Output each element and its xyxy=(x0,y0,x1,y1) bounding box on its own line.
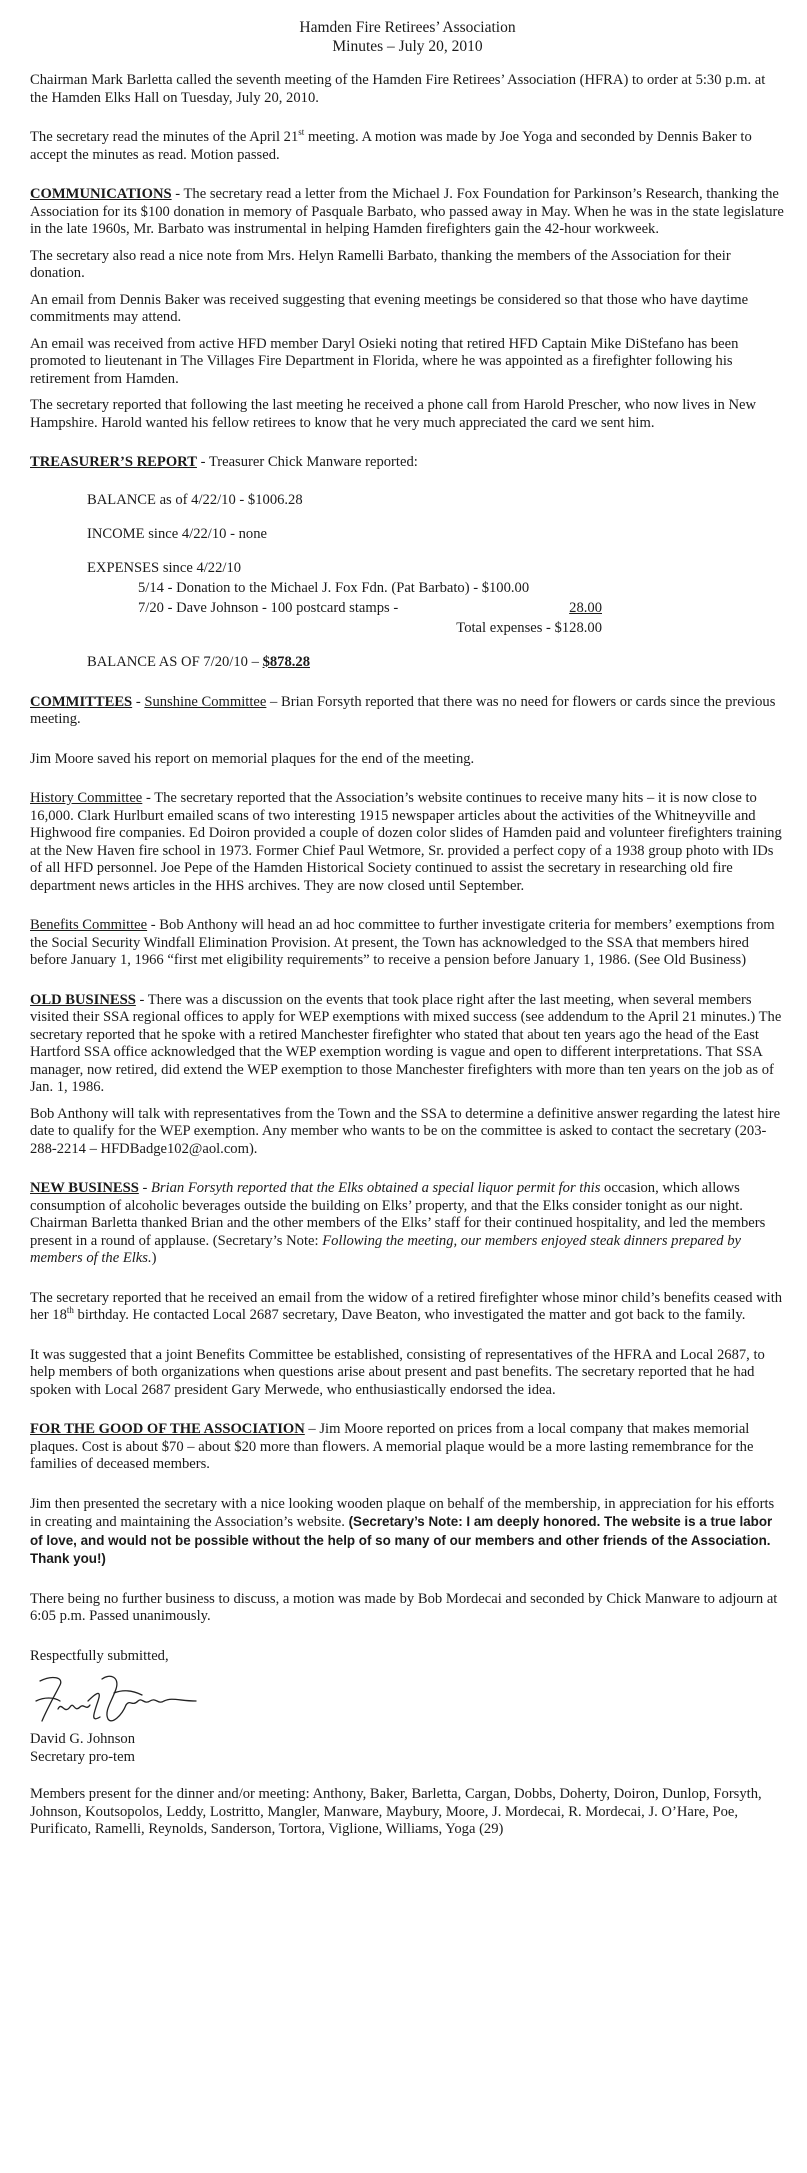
committees-heading: COMMITTEES xyxy=(30,693,133,710)
signer-block xyxy=(30,1731,785,1766)
balance-start: BALANCE as of 4/22/10 - $1006.28 xyxy=(87,491,303,508)
expense-item: 7/20 - Dave Johnson - 100 postcard stamps - 28.00 xyxy=(138,599,602,616)
sunshine-committee-label: Sunshine Committee xyxy=(144,693,267,710)
plaques-paragraph: Jim Moore saved his report on memorial plaques for the end of the meeting. xyxy=(30,750,475,767)
expenses-total: Total expenses - $128.00 xyxy=(456,619,602,636)
communications-paragraph-4: An email was received from active HFD member Daryl Osieki noting that retired HFD Captain Mike DiStefano has been promoted to lieutenant in The Villages Fire Department in Florida, where he was appointed as a firefighter following his retirement from Hamden. xyxy=(30,335,739,387)
communications-paragraph-5: The secretary reported that following the last meeting he received a phone call from Harold Prescher, who now lives in New Hampshire. Harold wanted his fellow retirees to know that he very much appreciated the card we sent him. xyxy=(30,397,757,431)
old-business-paragraph-2: Bob Anthony will talk with representatives from the Town and the SSA to determine a definitive answer regarding the latest hire date to qualify for the WEP exemption. Any member who wants to be on the committee is asked to contact the secretary (203-288-2214 – HFDBadge102@aol.com). xyxy=(30,1105,781,1157)
expense-amount: 28.00 xyxy=(569,599,602,616)
org-name: Hamden Fire Retirees’ Association xyxy=(299,19,516,36)
plaque-presentation-paragraph: Jim then presented the secretary with a nice looking wooden plaque on behalf of the membership, in appreciation for his efforts in creating and maintaining the Association’s website. (Secretary’s Note: I am deeply honored. The website is a true labor of love, and would not be possible without the help of so many of our members and other friends of the Association. Thank you!) xyxy=(30,1495,775,1566)
balance-end: BALANCE AS OF 7/20/10 – $878.28 xyxy=(87,653,310,670)
signature xyxy=(30,1671,785,1731)
new-business-paragraph-3: It was suggested that a joint Benefits Committee be established, consisting of representatives of the HFRA and Local 2687, to help members of both organizations when questions arise about present and past benefits. The secretary reported that he had spoken with Local 2687 president Gary Merwede, who enthusiastically endorsed the idea. xyxy=(30,1346,765,1398)
sign-off: Respectfully submitted, xyxy=(30,1647,169,1664)
expense-item: 5/14 - Donation to the Michael J. Fox Fdn. (Pat Barbato) - $100.00 xyxy=(138,579,530,596)
good-of-association-paragraph: FOR THE GOOD OF THE ASSOCIATION – Jim Moore reported on prices from a local company that makes memorial plaques. Cost is about $70 – about $20 more than flowers. A memorial plaque would be a more lasting remembrance for the families of deceased members. xyxy=(30,1421,754,1472)
income-line: INCOME since 4/22/10 - none xyxy=(87,525,267,542)
communications-paragraph: COMMUNICATIONS - The secretary read a letter from the Michael J. Fox Foundation for Parkinson’s Research, thanking the Association for its $100 donation in memory of Pasquale Barbato, who passed away in May. When he was in the state legislature in the late 1960s, Mr. Barbato was instrumental in helping Hamden firefighters gain the 42-hour workweek. xyxy=(30,186,784,237)
expenses-label: EXPENSES since 4/22/10 xyxy=(87,559,242,576)
benefits-committee-label: Benefits Committee xyxy=(30,917,148,933)
signer-name: David G. Johnson xyxy=(30,1731,135,1747)
new-business-paragraph-2: The secretary reported that he received an email from the widow of a retired firefighter whose minor child’s benefits ceased with her 18th birthday. He contacted Local 2687 secretary, Dave Beaton, who investigated the matter and got back to the family. xyxy=(30,1289,783,1323)
new-business-paragraph: NEW BUSINESS - Brian Forsyth reported that the Elks obtained a special liquor permit for this occasion, which allows consumption of alcoholic beverages outside the building on Elks’ property, and that the Elks consider tonight as our night. Chairman Barletta thanked Brian and the other members of the Elks’ staff for their continued hospitality, and led the members present in a round of applause. (Secretary’s Note: Following the meeting, our members enjoyed steak dinners prepared by members of the Elks.) xyxy=(30,1180,766,1266)
members-present: Members present for the dinner and/or meeting: Anthony, Baker, Barletta, Cargan, Dobbs, Doherty, Doiron, Dunlop, Forsyth, Johnson, Koutsopolos, Leddy, Lostritto, Mangler, Manware, Maybury, Moore, J. Mordecai, R. Mordecai, J. O’Hare, Poe, Purificato, Ramelli, Reynolds, Sanderson, Tortora, Viglione, Williams, Yoga (29) xyxy=(30,1786,762,1837)
handwritten-signature-icon xyxy=(30,1671,230,1733)
adjournment-paragraph: There being no further business to discuss, a motion was made by Bob Mordecai and seconded by Chick Manware to adjourn at 6:05 p.m. Passed unanimously. xyxy=(30,1590,778,1624)
old-business-heading: OLD BUSINESS xyxy=(30,991,136,1008)
minutes-document xyxy=(30,18,785,1848)
opening-paragraph: Chairman Mark Barletta called the seventh meeting of the Hamden Fire Retirees’ Association (HFRA) to order at 5:30 p.m. at the Hamden Elks Hall on Tuesday, July 20, 2010. xyxy=(30,72,766,106)
old-business-paragraph: OLD BUSINESS - There was a discussion on the events that took place right after the last meeting, when several members visited their SSA regional offices to apply for WEP exemptions with mixed success (see addendum to the April 21 minutes.) The secretary reported that he spoke with a retired Manchester firefighter who stated that about ten years ago the head of the East Hartford SSA office acknowledged that the WEP exemption wording is vague and open to different interpretations. That SSA manager, now retired, did extend the WEP exemption to those Manchester firefighters with more than ten years on the job as of Jan. 1, 1986. xyxy=(30,991,782,1095)
communications-heading: COMMUNICATIONS xyxy=(30,186,172,202)
sunshine-paragraph: COMMITTEES - Sunshine Committee – Brian Forsyth reported that there was no need for flowers or cards since the previous meeting. xyxy=(30,693,776,727)
balance-end-value: $878.28 xyxy=(262,653,310,670)
communications-paragraph-2: The secretary also read a nice note from Mrs. Helyn Ramelli Barbato, thanking the members of the Association for their donation. xyxy=(30,247,731,281)
history-paragraph: History Committee - The secretary reported that the Association’s website continues to receive many hits – it is now close to 16,000. Clark Hurlburt emailed scans of two interesting 1915 newspaper articles about the activities of the Whitneyville and Highwood fire companies. Ed Doiron provided a couple of dozen color slides of Hamden paid and volunteer firefighters training at the New Haven fire school in 1973. Former Chief Paul Wetmore, Sr. provided a perfect copy of a 1938 group photo with IDs of all HFD personnel. Joe Pepe of the Hamden Historical Society continued to assist the secretary in researching old fire department news articles in the HHS archives. They are now closed until September. xyxy=(30,790,782,894)
benefits-paragraph: Benefits Committee - Bob Anthony will head an ad hoc committee to further investigate criteria for members’ exemptions from the Social Security Windfall Elimination Provision. At present, the Town has acknowledged to the SSA that members hired before January 1, 1966 “first met eligibility requirements” to receive a pension before January 1, 1986. (See Old Business) xyxy=(30,917,775,968)
document-title xyxy=(30,18,785,56)
secretary-note: (Secretary’s Note: I am deeply honored. The website is a true labor of love, and would not be possible without the help of so many of our members and other friends of the Association. Thank you!) xyxy=(30,1514,773,1566)
treasurer-report xyxy=(30,492,785,674)
communications-paragraph-3: An email from Dennis Baker was received suggesting that evening meetings be considered so that those who have daytime commitments may attend. xyxy=(30,291,749,325)
minutes-paragraph: The secretary read the minutes of the April 21st meeting. A motion was made by Joe Yoga and seconded by Dennis Baker to accept the minutes as read. Motion passed. xyxy=(30,127,752,163)
document-subtitle: Minutes – July 20, 2010 xyxy=(332,38,483,55)
good-of-association-heading: FOR THE GOOD OF THE ASSOCIATION xyxy=(30,1421,305,1437)
history-committee-label: History Committee xyxy=(30,790,143,806)
new-business-heading: NEW BUSINESS xyxy=(30,1180,139,1196)
treasurer-intro: TREASURER’S REPORT - Treasurer Chick Manware reported: xyxy=(30,454,418,470)
signer-title: Secretary pro-tem xyxy=(30,1748,135,1765)
treasurer-heading: TREASURER’S REPORT xyxy=(30,454,197,470)
